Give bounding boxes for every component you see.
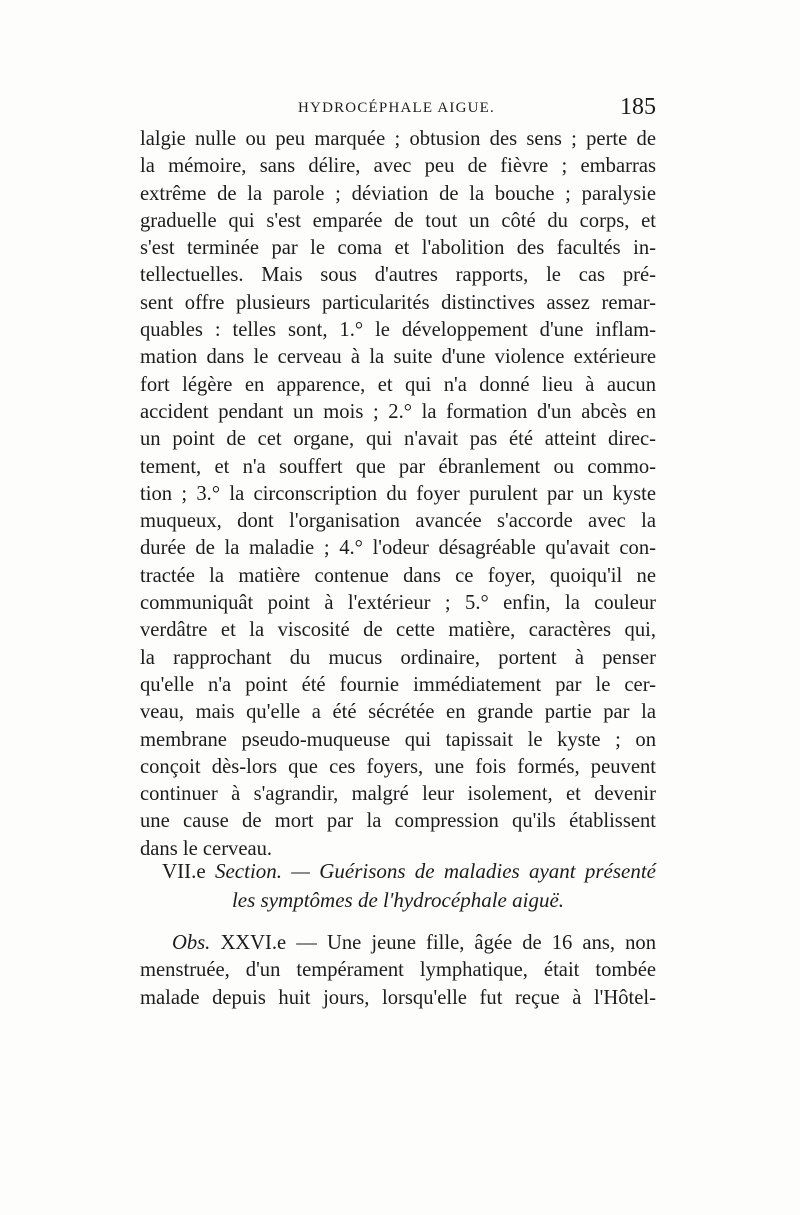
text-line: tractée la matière contenue dans ce foyer, quoiqu'il ne: [140, 564, 656, 587]
text-line: communiquât point à l'extérieur ; 5.° enfin, la couleur: [140, 592, 656, 615]
section-label: Section.: [214, 859, 283, 883]
observation-line-1: [140, 930, 656, 957]
text-line: une cause de mort par la compression qu'ils établissent: [140, 810, 656, 833]
text-line: tion ; 3.° la circonscription du foyer purulent par un kyste: [140, 482, 656, 505]
text-line: mation dans le cerveau à la suite d'une violence extérieure: [140, 346, 656, 369]
text-line: conçoit dès-lors que ces foyers, une fois formés, peuvent: [140, 755, 656, 778]
text-line: membrane pseudo-muqueuse qui tapissait le kyste ; on: [140, 728, 656, 751]
body-text: [140, 126, 656, 863]
text-line: un point de cet organe, qui n'avait pas été atteint direc-: [140, 428, 656, 451]
section-heading-line-1: [140, 857, 656, 886]
text-line: continuer à s'agrandir, malgré leur isolement, et devenir: [140, 783, 656, 806]
observation-line-1-text: — Une jeune fille, âgée de 16 ans, non: [296, 932, 656, 954]
text-line: verdâtre et la viscosité de cette matière, caractères qui,: [140, 619, 656, 642]
text-line: durée de la maladie ; 4.° l'odeur désagréable qu'avait con-: [140, 537, 656, 560]
page-number: 185: [620, 94, 656, 120]
observation-line-2: menstruée, d'un tempérament lymphatique, était tombée: [140, 959, 656, 982]
running-title: HYDROCÉPHALE AIGUE.: [298, 100, 495, 116]
observation-paragraph: [140, 930, 656, 1012]
text-line: veau, mais qu'elle a été sécrétée en grande partie par la: [140, 701, 656, 724]
text-line: tellectuelles. Mais sous d'autres rapports, le cas pré-: [140, 264, 656, 287]
text-line: lalgie nulle ou peu marquée ; obtusion des sens ; perte de: [140, 128, 656, 150]
observation-label: Obs.: [172, 932, 211, 954]
text-line: s'est terminée par le coma et l'abolition des facultés in-: [140, 237, 656, 260]
text-line: qu'elle n'a point été fournie immédiatement par le cer-: [140, 673, 656, 696]
text-line: la rapprochant du mucus ordinaire, portent à penser: [140, 646, 656, 669]
running-head: [140, 96, 656, 126]
text-line: sent offre plusieurs particularités distinctives assez remar-: [140, 291, 656, 314]
section-title-part-2: les symptômes de l'hydrocéphale aiguë.: [231, 888, 565, 912]
text-line: la mémoire, sans délire, avec peu de fièvre ; embarras: [140, 155, 656, 178]
observation-number: XXVI.e: [220, 932, 287, 954]
text-line: graduelle qui s'est emparée de tout un côté du corps, et: [140, 209, 656, 232]
text-line: fort légère en apparence, et qui n'a donné lieu à aucun: [140, 373, 656, 396]
text-line: extrême de la parole ; déviation de la bouche ; paralysie: [140, 182, 656, 205]
section-heading: [140, 857, 656, 915]
observation-line-3: malade depuis huit jours, lorsqu'elle fut reçue à l'Hôtel-: [140, 986, 656, 1009]
text-line: quables : telles sont, 1.° le développement d'une inflam-: [140, 319, 656, 342]
text-line: accident pendant un mois ; 2.° la formation d'un abcès en: [140, 400, 656, 423]
text-line: tement, et n'a souffert que par ébranlement ou commo-: [140, 455, 656, 478]
text-line-last: dans le cerveau.: [140, 837, 273, 860]
section-title-part-1: — Guérisons de maladies ayant présenté: [291, 859, 656, 883]
section-number: VII.e: [162, 859, 206, 883]
text-line: muqueux, dont l'organisation avancée s'accorde avec la: [140, 510, 656, 533]
